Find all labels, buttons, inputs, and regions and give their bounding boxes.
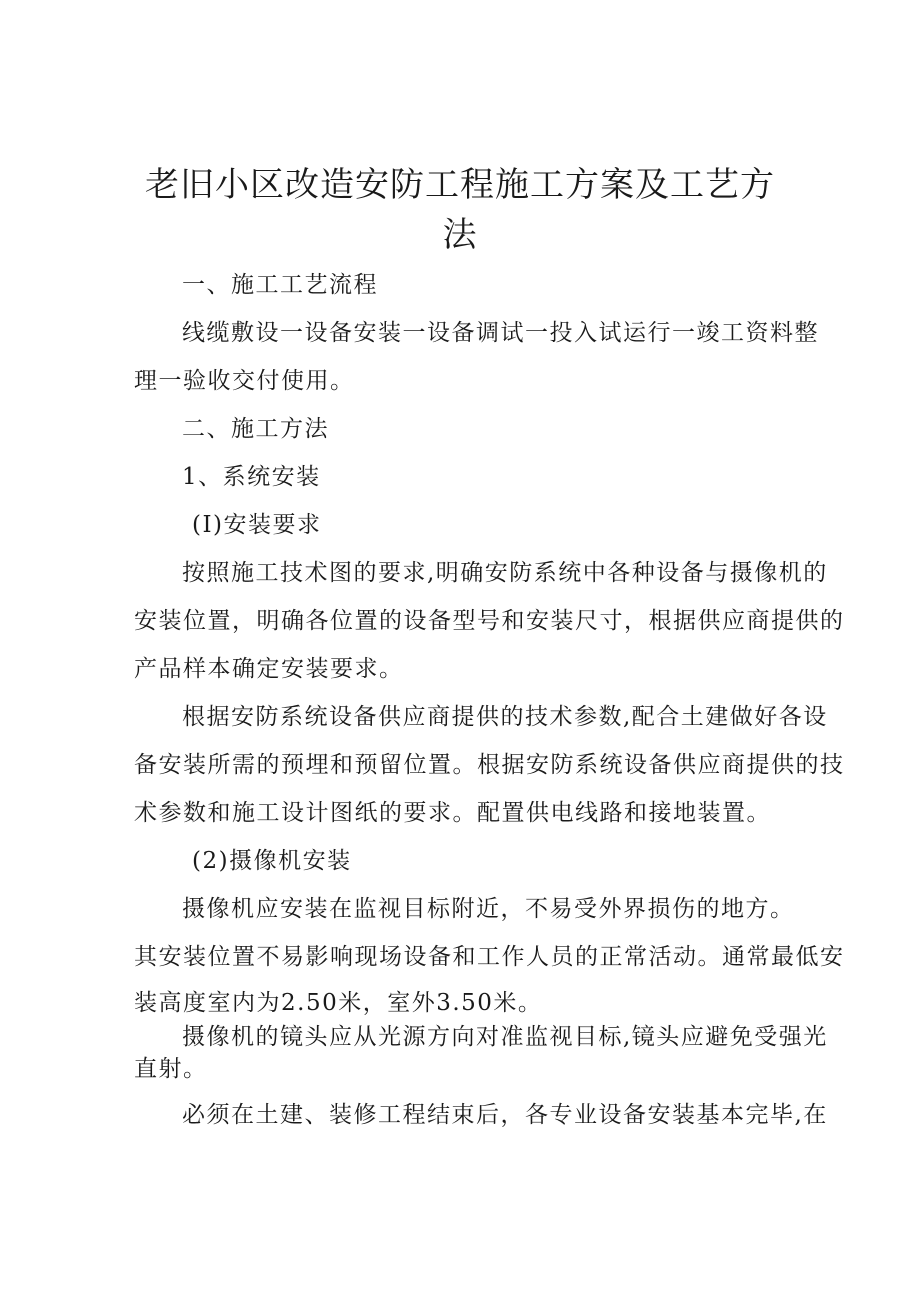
paragraph-line: 根据安防系统设备供应商提供的技术参数,配合土建做好各设 [182, 704, 828, 730]
paragraph-line: 备安装所需的预埋和预留位置。根据安防系统设备供应商提供的技 [134, 752, 845, 778]
paragraph-line: 产品样本确定安装要求。 [134, 656, 404, 682]
paragraph-line: 必须在土建、装修工程结束后，各专业设备安装基本完毕,在 [182, 1102, 828, 1128]
section-heading-methods: 二、施工方法 [182, 416, 329, 442]
paragraph-line: 直射。 [134, 1056, 208, 1082]
subsection-heading-install-requirements: (I)安装要求 [192, 512, 322, 538]
subsection-heading-camera-install: (2)摄像机安装 [192, 848, 352, 874]
document-title-line-2: 法 [442, 215, 478, 255]
paragraph-line: 摄像机应安装在监视目标附近，不易受外界损伤的地方。 [182, 896, 795, 922]
paragraph-line: 摄像机的镜头应从光源方向对准监视目标,镜头应避免受强光 [182, 1024, 828, 1050]
paragraph-line: 术参数和施工设计图纸的要求。配置供电线路和接地装置。 [134, 800, 771, 826]
paragraph-line: 理一验收交付使用。 [134, 368, 355, 394]
section-heading-process: 一、施工工艺流程 [182, 272, 378, 298]
paragraph-line: 其安装位置不易影响现场设备和工作人员的正常活动。通常最低安 [134, 944, 845, 970]
paragraph-line: 线缆敷设一设备安装一设备调试一投入试运行一竣工资料整 [182, 320, 819, 346]
subsection-heading-system-install: 1、系统安装 [182, 464, 321, 490]
document-title-line-1: 老旧小区改造安防工程施工方案及工艺方 [145, 165, 775, 205]
paragraph-line: 装高度室内为2.50米，室外3.50米。 [134, 990, 543, 1016]
paragraph-line: 按照施工技术图的要求,明确安防系统中各种设备与摄像机的 [182, 560, 828, 586]
paragraph-line: 安装位置，明确各位置的设备型号和安装尺寸，根据供应商提供的 [134, 608, 845, 634]
